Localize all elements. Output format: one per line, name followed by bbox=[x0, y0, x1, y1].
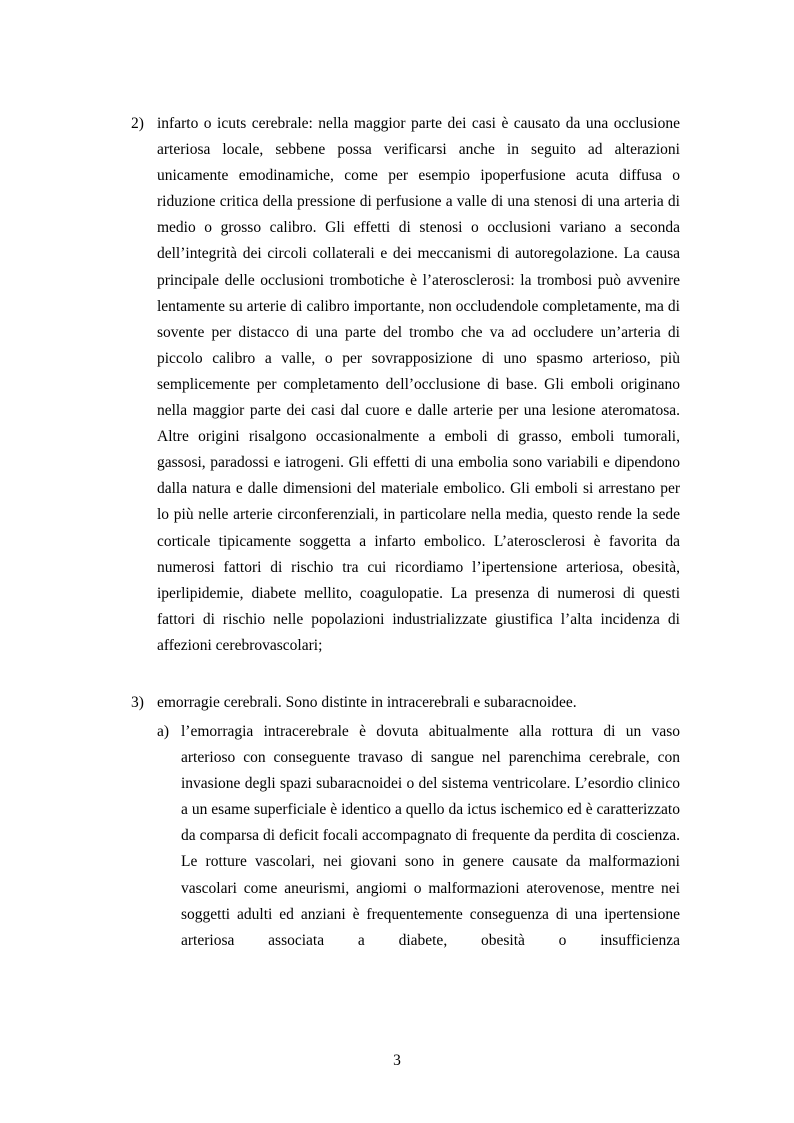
page-number: 3 bbox=[393, 1052, 401, 1069]
sublist-marker-a: a) bbox=[157, 723, 170, 740]
list-marker-2: 2) bbox=[131, 115, 144, 132]
sublist-item-a-text: l’emorragia intracerebrale è dovuta abitualmente alla rottura di un vaso arterioso con conseguente travaso di sangue nel parenchima cerebrale, con invasione degli spazi subaracnoidei o del sistema ventricolare. L’esordio clinico a un esame superficiale è identico a quello da ictus ischemico ed è caratterizzato da comparsa di deficit focali accompagnato di frequente da perdita di coscienza. Le rotture vascolari, nei giovani sono in genere causate da malformazioni vascolari come aneurismi, angiomi o malformazioni aterovenose, mentre nei soggetti adulti ed anziani è frequentemente conseguenza di una ipertensione arteriosa associata a diabete, obesità o insufficienza bbox=[181, 723, 680, 949]
list-item-2-text: infarto o icuts cerebrale: nella maggior parte dei casi è causato da una occlusione arteriosa locale, sebbene possa verificarsi anche in seguito ad alterazioni unicamente emodinamiche, come per esempio ipoperfusione acuta diffusa o riduzione critica della pressione di perfusione a valle di una stenosi di una arteria di medio o grosso calibro. Gli effetti di stenosi o occlusioni variano a seconda dell’integrità dei circoli collaterali e dei meccanismi di autoregolazione. La causa principale delle occlusioni trombotiche è l’aterosclerosi: la trombosi può avvenire lentamente su arterie di calibro importante, non occludendole completamente, ma di sovente per distacco di una parte del trombo che va ad occludere un’arteria di piccolo calibro a valle, o per sovrapposizione di uno spasmo arterioso, più semplicemente per completamento dell’occlusione di base. Gli emboli originano nella maggior parte dei casi dal cuore e dalle arterie per una lesione ateromatosa. Altre origini risalgono occasionalmente a emboli di grasso, emboli tumorali, gassosi, paradossi e iatrogeni. Gli effetti di una embolia sono variabili e dipendono dalla natura e dalle dimensioni del materiale embolico. Gli emboli si arrestano per lo più nelle arterie circonferenziali, in particolare nella media, questo rende la sede corticale tipicamente soggetta a infarto embolico. L’aterosclerosi è favorita da numerosi fattori di rischio tra cui ricordiamo l’ipertensione arteriosa, obesità, iperlipidemie, diabete mellito, coagulopatie. La presenza di numerosi di questi fattori di rischio nelle popolazioni industrializzate giustifica l’alta incidenza di affezioni cerebrovascolari; bbox=[157, 115, 680, 654]
list-marker-3: 3) bbox=[131, 694, 144, 711]
list-item-3-text: emorragie cerebrali. Sono distinte in intracerebrali e subaracnoidee. bbox=[157, 694, 577, 711]
